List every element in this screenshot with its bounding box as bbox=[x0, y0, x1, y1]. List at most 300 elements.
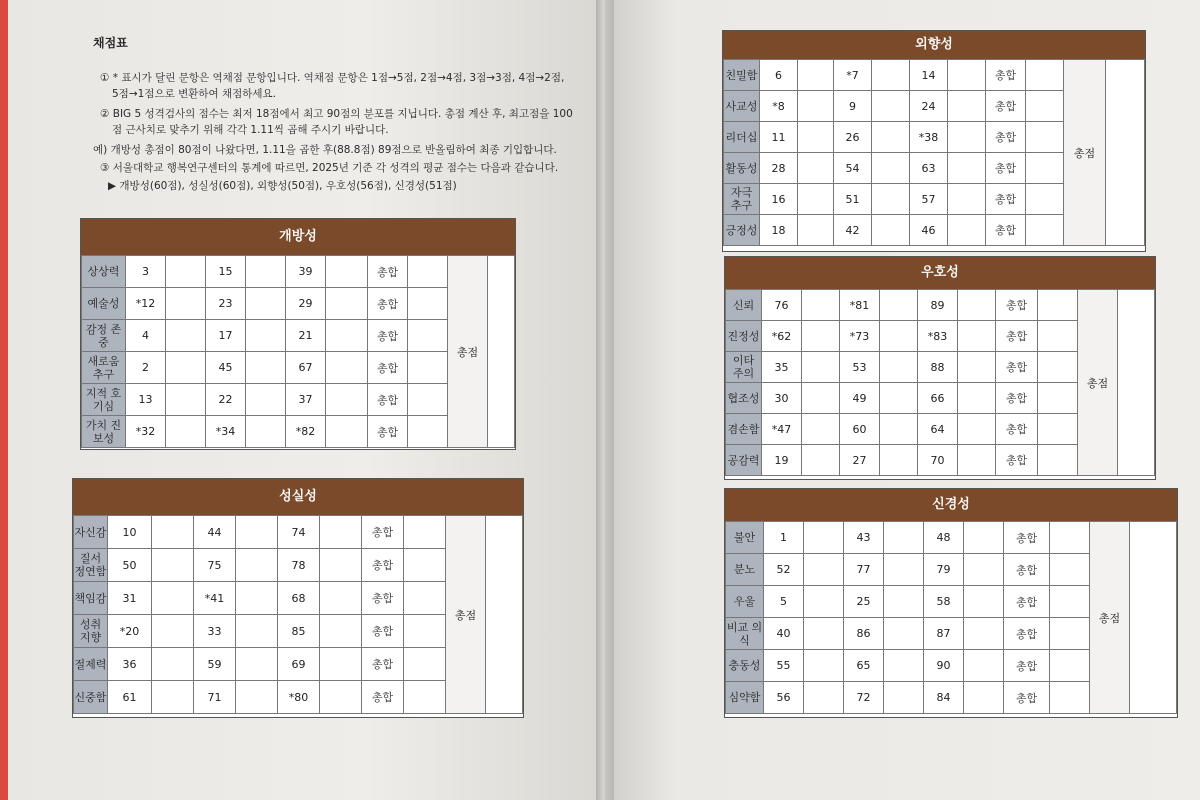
item-number: *41 bbox=[194, 582, 236, 615]
table-title: 우호성 bbox=[725, 257, 1155, 289]
note-line: 예) 개방성 총점이 80점이 나왔다면, 1.11을 곱한 후(88.8점) 89점으로 반올림하여 최종 기입합니다. bbox=[93, 144, 557, 156]
score-cell[interactable] bbox=[152, 615, 194, 648]
score-cell[interactable] bbox=[802, 352, 840, 383]
score-cell[interactable] bbox=[166, 320, 206, 352]
item-number: 3 bbox=[126, 256, 166, 288]
score-cell[interactable] bbox=[320, 516, 362, 549]
item-number: 74 bbox=[278, 516, 320, 549]
sum-label: 총합 bbox=[996, 352, 1038, 383]
item-number: 49 bbox=[840, 383, 880, 414]
score-cell[interactable] bbox=[884, 586, 924, 618]
item-number: 17 bbox=[206, 320, 246, 352]
item-number: 26 bbox=[834, 122, 872, 153]
item-number: *20 bbox=[108, 615, 152, 648]
score-cell[interactable] bbox=[152, 582, 194, 615]
score-cell[interactable] bbox=[948, 184, 986, 215]
score-cell[interactable] bbox=[958, 290, 996, 321]
sum-label: 총합 bbox=[996, 414, 1038, 445]
item-number: 27 bbox=[840, 445, 880, 476]
score-cell[interactable] bbox=[166, 288, 206, 320]
item-number: 64 bbox=[918, 414, 958, 445]
sum-cell[interactable] bbox=[408, 320, 448, 352]
score-cell[interactable] bbox=[152, 681, 194, 714]
item-number: 6 bbox=[760, 60, 798, 91]
sum-cell[interactable] bbox=[1026, 153, 1064, 184]
score-cell[interactable] bbox=[320, 582, 362, 615]
item-number: 54 bbox=[834, 153, 872, 184]
item-number: *8 bbox=[760, 91, 798, 122]
page-heading: 채점표 bbox=[93, 36, 128, 50]
score-cell[interactable] bbox=[964, 682, 1004, 714]
score-cell[interactable] bbox=[872, 153, 910, 184]
note-line: ① * 표시가 달린 문항은 역채점 문항입니다. 역채점 문항은 1점→5점, 2점→4점, 3점→3점, 4점→2점, bbox=[100, 72, 565, 84]
score-cell[interactable] bbox=[880, 414, 918, 445]
sum-label: 총합 bbox=[368, 416, 408, 448]
item-number: *32 bbox=[126, 416, 166, 448]
item-number: *62 bbox=[762, 321, 802, 352]
sum-label: 총합 bbox=[1004, 522, 1050, 554]
sum-label: 총합 bbox=[986, 60, 1026, 91]
sum-label: 총합 bbox=[996, 321, 1038, 352]
item-number: 75 bbox=[194, 549, 236, 582]
item-number: 66 bbox=[918, 383, 958, 414]
score-cell[interactable] bbox=[246, 320, 286, 352]
sum-label: 총합 bbox=[368, 288, 408, 320]
row-label: 자신감 bbox=[74, 516, 108, 549]
item-number: 10 bbox=[108, 516, 152, 549]
score-cell[interactable] bbox=[880, 352, 918, 383]
item-number: 45 bbox=[206, 352, 246, 384]
score-cell[interactable] bbox=[798, 153, 834, 184]
score-cell[interactable] bbox=[246, 384, 286, 416]
total-label: 총점 bbox=[446, 516, 486, 714]
sum-cell[interactable] bbox=[404, 516, 446, 549]
sum-label: 총합 bbox=[996, 383, 1038, 414]
score-cell[interactable] bbox=[958, 321, 996, 352]
note-line: ② BIG 5 성격검사의 점수는 최저 18점에서 최고 90점의 분포를 지닙니다. 총점 계산 후, 최고점을 100 bbox=[100, 108, 573, 120]
neuroticism-table bbox=[724, 488, 1178, 718]
score-cell[interactable] bbox=[884, 554, 924, 586]
item-number: 77 bbox=[844, 554, 884, 586]
item-number: 70 bbox=[918, 445, 958, 476]
row-label: 활동성 bbox=[724, 153, 760, 184]
sum-cell[interactable] bbox=[1026, 60, 1064, 91]
score-cell[interactable] bbox=[236, 549, 278, 582]
item-number: 44 bbox=[194, 516, 236, 549]
score-cell[interactable] bbox=[804, 618, 844, 650]
total-cell[interactable] bbox=[1118, 290, 1155, 476]
score-cell[interactable] bbox=[884, 682, 924, 714]
score-cell[interactable] bbox=[880, 445, 918, 476]
item-number: 88 bbox=[918, 352, 958, 383]
score-cell[interactable] bbox=[804, 682, 844, 714]
item-number: 60 bbox=[840, 414, 880, 445]
item-number: 85 bbox=[278, 615, 320, 648]
item-number: 56 bbox=[764, 682, 804, 714]
item-number: 69 bbox=[278, 648, 320, 681]
score-cell[interactable] bbox=[802, 414, 840, 445]
score-cell[interactable] bbox=[804, 554, 844, 586]
sum-cell[interactable] bbox=[1038, 352, 1078, 383]
score-cell[interactable] bbox=[948, 91, 986, 122]
extraversion-table bbox=[722, 30, 1146, 252]
item-number: 67 bbox=[286, 352, 326, 384]
item-number: 40 bbox=[764, 618, 804, 650]
row-label: 이타 주의 bbox=[726, 352, 762, 383]
row-label: 질서 정연함 bbox=[74, 549, 108, 582]
sum-label: 총합 bbox=[362, 681, 404, 714]
score-cell[interactable] bbox=[964, 650, 1004, 682]
item-number: *7 bbox=[834, 60, 872, 91]
score-cell[interactable] bbox=[236, 516, 278, 549]
item-number: 14 bbox=[910, 60, 948, 91]
row-label: 가치 진보성 bbox=[82, 416, 126, 448]
sum-cell[interactable] bbox=[1050, 618, 1090, 650]
item-number: 24 bbox=[910, 91, 948, 122]
item-number: 19 bbox=[762, 445, 802, 476]
item-number: 11 bbox=[760, 122, 798, 153]
item-number: 39 bbox=[286, 256, 326, 288]
item-number: 57 bbox=[910, 184, 948, 215]
sum-cell[interactable] bbox=[1050, 554, 1090, 586]
score-cell[interactable] bbox=[236, 681, 278, 714]
note-line: ▶ 개방성(60점), 성실성(60점), 외향성(50점), 우호성(56점), 신경성(51점) bbox=[108, 180, 457, 192]
score-cell[interactable] bbox=[880, 321, 918, 352]
sum-cell[interactable] bbox=[1050, 586, 1090, 618]
score-cell[interactable] bbox=[798, 215, 834, 246]
score-cell[interactable] bbox=[804, 586, 844, 618]
item-number: *34 bbox=[206, 416, 246, 448]
sum-cell[interactable] bbox=[1038, 414, 1078, 445]
score-cell[interactable] bbox=[246, 256, 286, 288]
item-number: 50 bbox=[108, 549, 152, 582]
openness-table bbox=[80, 218, 516, 450]
item-number: 13 bbox=[126, 384, 166, 416]
item-number: 65 bbox=[844, 650, 884, 682]
item-number: 59 bbox=[194, 648, 236, 681]
item-number: 79 bbox=[924, 554, 964, 586]
sum-cell[interactable] bbox=[408, 288, 448, 320]
item-number: 46 bbox=[910, 215, 948, 246]
sum-cell[interactable] bbox=[1050, 682, 1090, 714]
sum-label: 총합 bbox=[1004, 618, 1050, 650]
item-number: 18 bbox=[760, 215, 798, 246]
score-cell[interactable] bbox=[964, 586, 1004, 618]
score-cell[interactable] bbox=[326, 320, 368, 352]
item-number: 15 bbox=[206, 256, 246, 288]
item-number: 55 bbox=[764, 650, 804, 682]
sum-label: 총합 bbox=[1004, 682, 1050, 714]
sum-cell[interactable] bbox=[1038, 321, 1078, 352]
row-label: 분노 bbox=[726, 554, 764, 586]
score-cell[interactable] bbox=[884, 522, 924, 554]
item-number: 43 bbox=[844, 522, 884, 554]
score-cell[interactable] bbox=[326, 256, 368, 288]
row-label: 절제력 bbox=[74, 648, 108, 681]
item-number: 63 bbox=[910, 153, 948, 184]
sum-label: 총합 bbox=[996, 445, 1038, 476]
total-label: 총점 bbox=[448, 256, 488, 448]
row-label: 심약함 bbox=[726, 682, 764, 714]
item-number: 33 bbox=[194, 615, 236, 648]
row-label: 비교 의식 bbox=[726, 618, 764, 650]
item-number: 31 bbox=[108, 582, 152, 615]
sum-cell[interactable] bbox=[408, 384, 448, 416]
score-cell[interactable] bbox=[326, 384, 368, 416]
row-label: 우울 bbox=[726, 586, 764, 618]
item-number: *73 bbox=[840, 321, 880, 352]
sum-cell[interactable] bbox=[1050, 522, 1090, 554]
table-title: 개방성 bbox=[81, 219, 515, 255]
row-label: 상상력 bbox=[82, 256, 126, 288]
item-number: 30 bbox=[762, 383, 802, 414]
item-number: 42 bbox=[834, 215, 872, 246]
sum-label: 총합 bbox=[368, 352, 408, 384]
item-number: 76 bbox=[762, 290, 802, 321]
sum-cell[interactable] bbox=[408, 352, 448, 384]
sum-cell[interactable] bbox=[404, 549, 446, 582]
score-cell[interactable] bbox=[798, 91, 834, 122]
score-cell[interactable] bbox=[804, 650, 844, 682]
note-line: 점 근사치로 맞추기 위해 각각 1.11씩 곱해 주시기 바랍니다. bbox=[112, 124, 389, 136]
score-cell[interactable] bbox=[884, 650, 924, 682]
sum-cell[interactable] bbox=[404, 648, 446, 681]
item-number: 53 bbox=[840, 352, 880, 383]
row-label: 예술성 bbox=[82, 288, 126, 320]
score-cell[interactable] bbox=[320, 648, 362, 681]
score-cell[interactable] bbox=[802, 445, 840, 476]
score-cell[interactable] bbox=[246, 352, 286, 384]
sum-label: 총합 bbox=[362, 549, 404, 582]
item-number: 71 bbox=[194, 681, 236, 714]
score-cell[interactable] bbox=[872, 60, 910, 91]
row-label: 공감력 bbox=[726, 445, 762, 476]
score-cell[interactable] bbox=[320, 549, 362, 582]
total-label: 총점 bbox=[1064, 60, 1106, 246]
item-number: 90 bbox=[924, 650, 964, 682]
sum-label: 총합 bbox=[1004, 554, 1050, 586]
score-cell[interactable] bbox=[236, 615, 278, 648]
item-number: 72 bbox=[844, 682, 884, 714]
score-cell[interactable] bbox=[166, 256, 206, 288]
item-number: 9 bbox=[834, 91, 872, 122]
sum-cell[interactable] bbox=[1026, 215, 1064, 246]
total-cell[interactable] bbox=[486, 516, 523, 714]
table-title: 외향성 bbox=[723, 31, 1145, 59]
score-cell[interactable] bbox=[964, 522, 1004, 554]
score-cell[interactable] bbox=[872, 184, 910, 215]
total-cell[interactable] bbox=[1106, 60, 1145, 246]
sum-label: 총합 bbox=[362, 648, 404, 681]
score-cell[interactable] bbox=[948, 153, 986, 184]
item-number: 5 bbox=[764, 586, 804, 618]
item-number: 68 bbox=[278, 582, 320, 615]
sum-label: 총합 bbox=[986, 153, 1026, 184]
row-label: 충동성 bbox=[726, 650, 764, 682]
score-cell[interactable] bbox=[152, 549, 194, 582]
item-number: 2 bbox=[126, 352, 166, 384]
agreeableness-table bbox=[724, 256, 1156, 480]
sum-cell[interactable] bbox=[404, 615, 446, 648]
row-label: 책임감 bbox=[74, 582, 108, 615]
item-number: *80 bbox=[278, 681, 320, 714]
score-cell[interactable] bbox=[802, 383, 840, 414]
sum-label: 총합 bbox=[368, 320, 408, 352]
score-cell[interactable] bbox=[958, 352, 996, 383]
sum-label: 총합 bbox=[986, 184, 1026, 215]
item-number: *38 bbox=[910, 122, 948, 153]
score-cell[interactable] bbox=[948, 215, 986, 246]
sum-cell[interactable] bbox=[404, 681, 446, 714]
sum-label: 총합 bbox=[986, 91, 1026, 122]
row-label: 새로움 추구 bbox=[82, 352, 126, 384]
score-cell[interactable] bbox=[964, 554, 1004, 586]
sum-cell[interactable] bbox=[1026, 122, 1064, 153]
score-cell[interactable] bbox=[166, 384, 206, 416]
score-cell[interactable] bbox=[958, 383, 996, 414]
item-number: 52 bbox=[764, 554, 804, 586]
score-cell[interactable] bbox=[804, 522, 844, 554]
score-cell[interactable] bbox=[798, 122, 834, 153]
table-title: 신경성 bbox=[725, 489, 1177, 521]
item-number: *81 bbox=[840, 290, 880, 321]
sum-label: 총합 bbox=[362, 582, 404, 615]
score-cell[interactable] bbox=[152, 648, 194, 681]
row-label: 감정 존중 bbox=[82, 320, 126, 352]
score-cell[interactable] bbox=[166, 352, 206, 384]
score-cell[interactable] bbox=[880, 383, 918, 414]
score-cell[interactable] bbox=[166, 416, 206, 448]
sum-cell[interactable] bbox=[1026, 91, 1064, 122]
row-label: 협조성 bbox=[726, 383, 762, 414]
sum-cell[interactable] bbox=[1038, 383, 1078, 414]
item-number: 48 bbox=[924, 522, 964, 554]
row-label: 겸손함 bbox=[726, 414, 762, 445]
score-cell[interactable] bbox=[236, 648, 278, 681]
item-number: *12 bbox=[126, 288, 166, 320]
sum-label: 총합 bbox=[368, 384, 408, 416]
item-number: *83 bbox=[918, 321, 958, 352]
row-label: 신중함 bbox=[74, 681, 108, 714]
score-cell[interactable] bbox=[958, 414, 996, 445]
score-cell[interactable] bbox=[326, 416, 368, 448]
sum-cell[interactable] bbox=[1038, 445, 1078, 476]
total-label: 총점 bbox=[1078, 290, 1118, 476]
item-number: 35 bbox=[762, 352, 802, 383]
sum-cell[interactable] bbox=[404, 582, 446, 615]
item-number: 29 bbox=[286, 288, 326, 320]
score-cell[interactable] bbox=[880, 290, 918, 321]
row-label: 친밀함 bbox=[724, 60, 760, 91]
sum-label: 총합 bbox=[362, 516, 404, 549]
score-cell[interactable] bbox=[948, 60, 986, 91]
item-number: *82 bbox=[286, 416, 326, 448]
row-label: 자극 추구 bbox=[724, 184, 760, 215]
item-number: 86 bbox=[844, 618, 884, 650]
item-number: 22 bbox=[206, 384, 246, 416]
total-label: 총점 bbox=[1090, 522, 1130, 714]
score-cell[interactable] bbox=[326, 352, 368, 384]
item-number: 51 bbox=[834, 184, 872, 215]
item-number: 21 bbox=[286, 320, 326, 352]
total-cell[interactable] bbox=[1130, 522, 1177, 714]
score-cell[interactable] bbox=[802, 290, 840, 321]
score-cell[interactable] bbox=[964, 618, 1004, 650]
total-cell[interactable] bbox=[488, 256, 515, 448]
item-number: 25 bbox=[844, 586, 884, 618]
item-number: 36 bbox=[108, 648, 152, 681]
item-number: 1 bbox=[764, 522, 804, 554]
score-cell[interactable] bbox=[320, 681, 362, 714]
item-number: 84 bbox=[924, 682, 964, 714]
row-label: 진정성 bbox=[726, 321, 762, 352]
sum-label: 총합 bbox=[1004, 586, 1050, 618]
score-cell[interactable] bbox=[872, 215, 910, 246]
score-cell[interactable] bbox=[320, 615, 362, 648]
sum-cell[interactable] bbox=[1026, 184, 1064, 215]
sum-label: 총합 bbox=[362, 615, 404, 648]
conscientiousness-table bbox=[72, 478, 524, 718]
sum-cell[interactable] bbox=[408, 256, 448, 288]
sum-cell[interactable] bbox=[1038, 290, 1078, 321]
item-number: 37 bbox=[286, 384, 326, 416]
sum-label: 총합 bbox=[996, 290, 1038, 321]
row-label: 불안 bbox=[726, 522, 764, 554]
item-number: 23 bbox=[206, 288, 246, 320]
item-number: 89 bbox=[918, 290, 958, 321]
row-label: 지적 호기심 bbox=[82, 384, 126, 416]
sum-label: 총합 bbox=[368, 256, 408, 288]
note-line: 5점→1점으로 변환하여 채점하세요. bbox=[112, 88, 277, 100]
sum-cell[interactable] bbox=[1050, 650, 1090, 682]
score-cell[interactable] bbox=[246, 416, 286, 448]
row-label: 리더십 bbox=[724, 122, 760, 153]
item-number: 61 bbox=[108, 681, 152, 714]
item-number: 28 bbox=[760, 153, 798, 184]
item-number: 58 bbox=[924, 586, 964, 618]
item-number: *47 bbox=[762, 414, 802, 445]
score-cell[interactable] bbox=[802, 321, 840, 352]
score-cell[interactable] bbox=[236, 582, 278, 615]
score-cell[interactable] bbox=[872, 122, 910, 153]
sum-cell[interactable] bbox=[408, 416, 448, 448]
score-cell[interactable] bbox=[958, 445, 996, 476]
score-cell[interactable] bbox=[326, 288, 368, 320]
item-number: 16 bbox=[760, 184, 798, 215]
item-number: 87 bbox=[924, 618, 964, 650]
table-title: 성실성 bbox=[73, 479, 523, 515]
row-label: 긍정성 bbox=[724, 215, 760, 246]
score-cell[interactable] bbox=[798, 60, 834, 91]
book-gutter bbox=[596, 0, 614, 800]
item-number: 78 bbox=[278, 549, 320, 582]
score-cell[interactable] bbox=[246, 288, 286, 320]
note-line: ③ 서울대학교 행복연구센터의 통계에 따르면, 2025년 기준 각 성격의 평균 점수는 다음과 같습니다. bbox=[100, 162, 559, 174]
score-cell[interactable] bbox=[948, 122, 986, 153]
sum-label: 총합 bbox=[986, 215, 1026, 246]
red-book-edge bbox=[0, 0, 8, 800]
score-cell[interactable] bbox=[798, 184, 834, 215]
row-label: 신뢰 bbox=[726, 290, 762, 321]
item-number: 4 bbox=[126, 320, 166, 352]
sum-label: 총합 bbox=[986, 122, 1026, 153]
sum-label: 총합 bbox=[1004, 650, 1050, 682]
row-label: 사교성 bbox=[724, 91, 760, 122]
score-cell[interactable] bbox=[872, 91, 910, 122]
score-cell[interactable] bbox=[884, 618, 924, 650]
row-label: 성취 지향 bbox=[74, 615, 108, 648]
score-cell[interactable] bbox=[152, 516, 194, 549]
